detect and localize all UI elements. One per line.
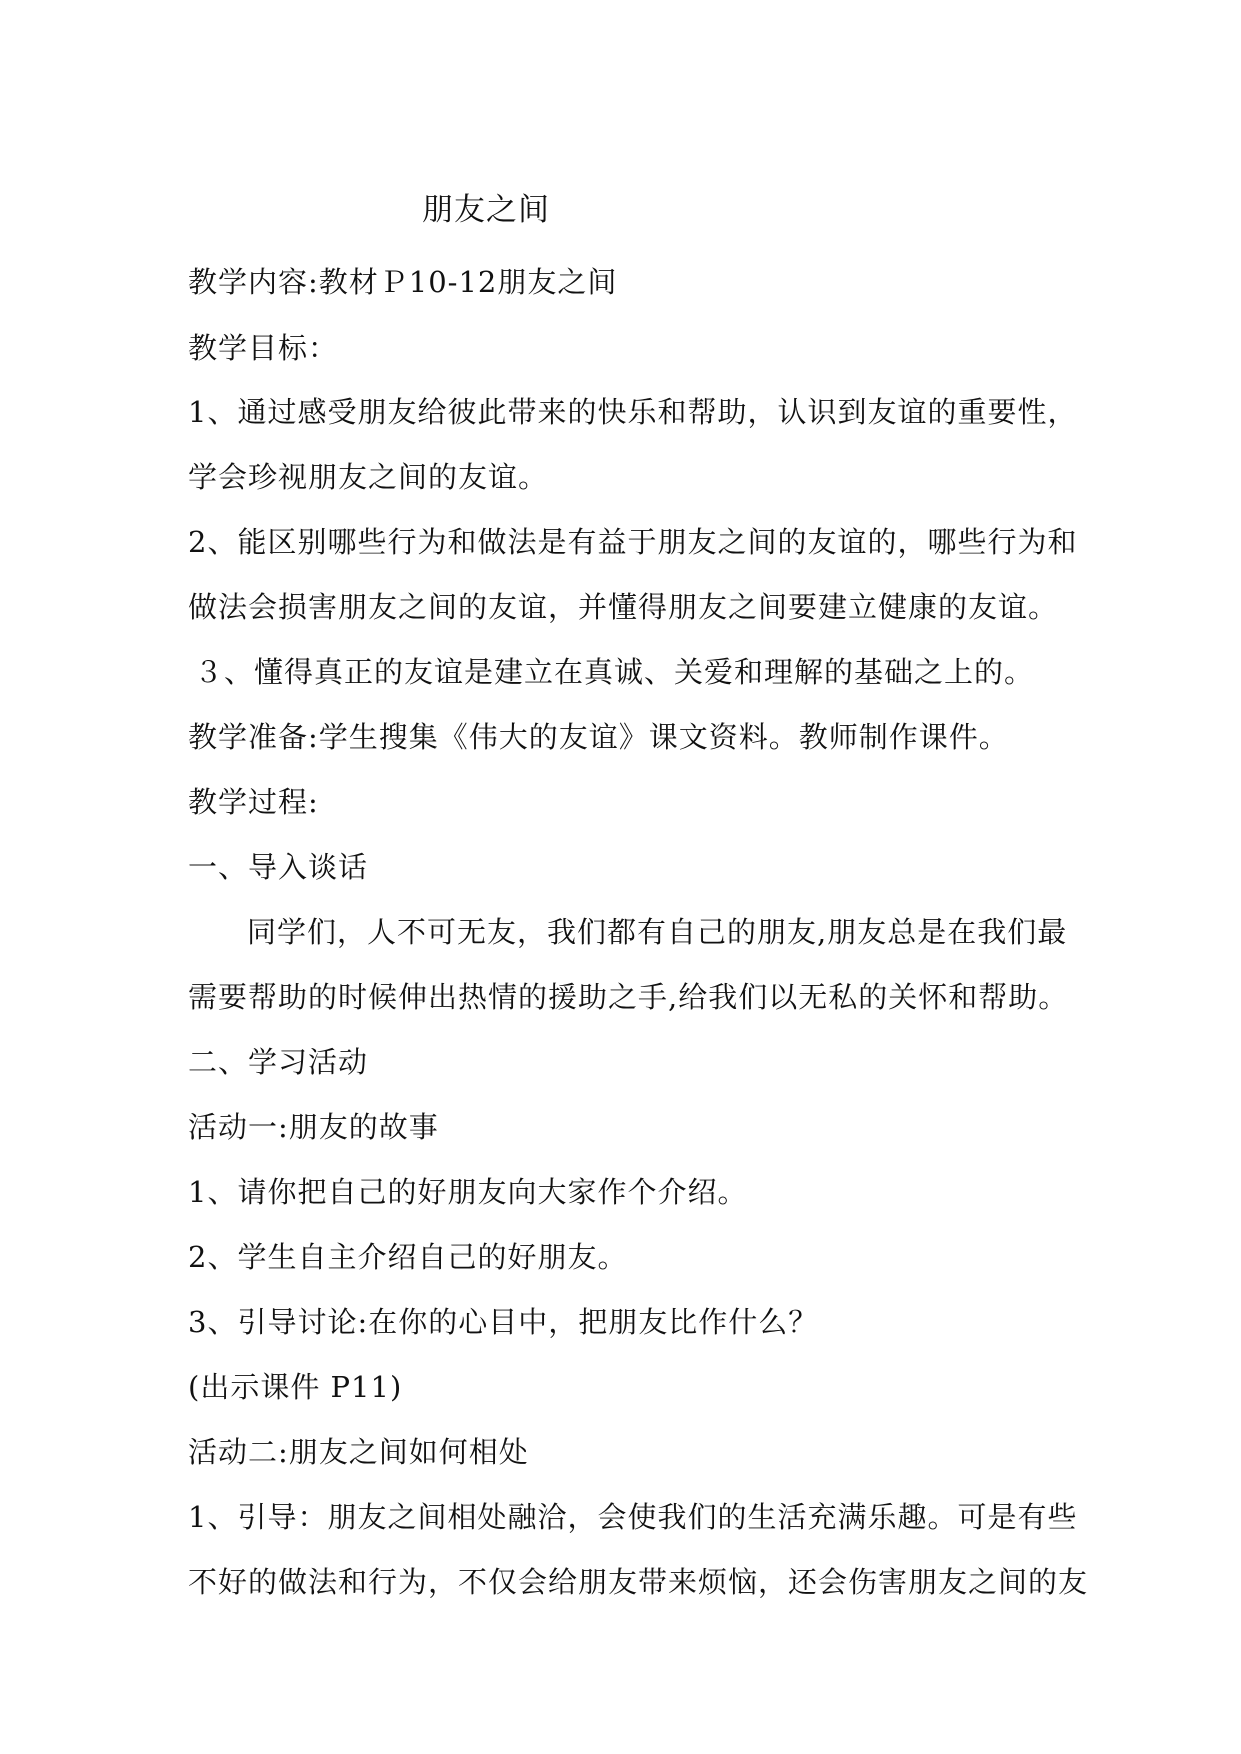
goal-1-line-1: 1、通过感受朋友给彼此带来的快乐和帮助，认识到友谊的重要性， (188, 395, 1078, 429)
teaching-goals-heading: 教学目标： (188, 331, 339, 365)
document-title: 朋友之间 (422, 192, 550, 228)
goal-2-line-2: 做法会损害朋友之间的友谊，并懂得朋友之间要建立健康的友谊。 (188, 590, 1059, 624)
activity-2-heading: 活动二:朋友之间如何相处 (188, 1435, 529, 1469)
goal-1-line-2: 学会珍视朋友之间的友谊。 (188, 460, 549, 494)
teaching-content-line: 教学内容:教材Ｐ10-12朋友之间 (188, 265, 618, 299)
intro-paragraph-line-1: 同学们，人不可无友，我们都有自己的朋友,朋友总是在我们最 (247, 915, 1068, 949)
activity-2-step-1-line-2: 不好的做法和行为，不仅会给朋友带来烦恼，还会伤害朋友之间的友 (188, 1565, 1089, 1599)
section-1-heading: 一、导入谈话 (188, 850, 369, 884)
activity-1-heading: 活动一:朋友的故事 (188, 1110, 439, 1144)
activity-1-step-1: 1、请你把自己的好朋友向大家作个介绍。 (188, 1175, 748, 1209)
teaching-process-heading: 教学过程: (188, 785, 319, 819)
section-2-heading: 二、学习活动 (188, 1045, 369, 1079)
goal-3-line: ３、懂得真正的友谊是建立在真诚、关爱和理解的基础之上的。 (194, 655, 1035, 689)
activity-2-step-1-line-1: 1、引导：朋友之间相处融洽，会使我们的生活充满乐趣。可是有些 (188, 1500, 1078, 1534)
teaching-preparation-line: 教学准备:学生搜集《伟大的友谊》课文资料。教师制作课件。 (188, 720, 1009, 754)
courseware-note: (出示课件 P11) (188, 1370, 403, 1404)
goal-2-line-1: 2、能区别哪些行为和做法是有益于朋友之间的友谊的，哪些行为和 (188, 525, 1078, 559)
activity-1-step-3: 3、引导讨论:在你的心目中，把朋友比作什么？ (188, 1305, 819, 1339)
intro-paragraph-line-2: 需要帮助的时候伸出热情的援助之手,给我们以无私的关怀和帮助。 (188, 980, 1069, 1014)
activity-1-step-2: 2、学生自主介绍自己的好朋友。 (188, 1240, 628, 1274)
